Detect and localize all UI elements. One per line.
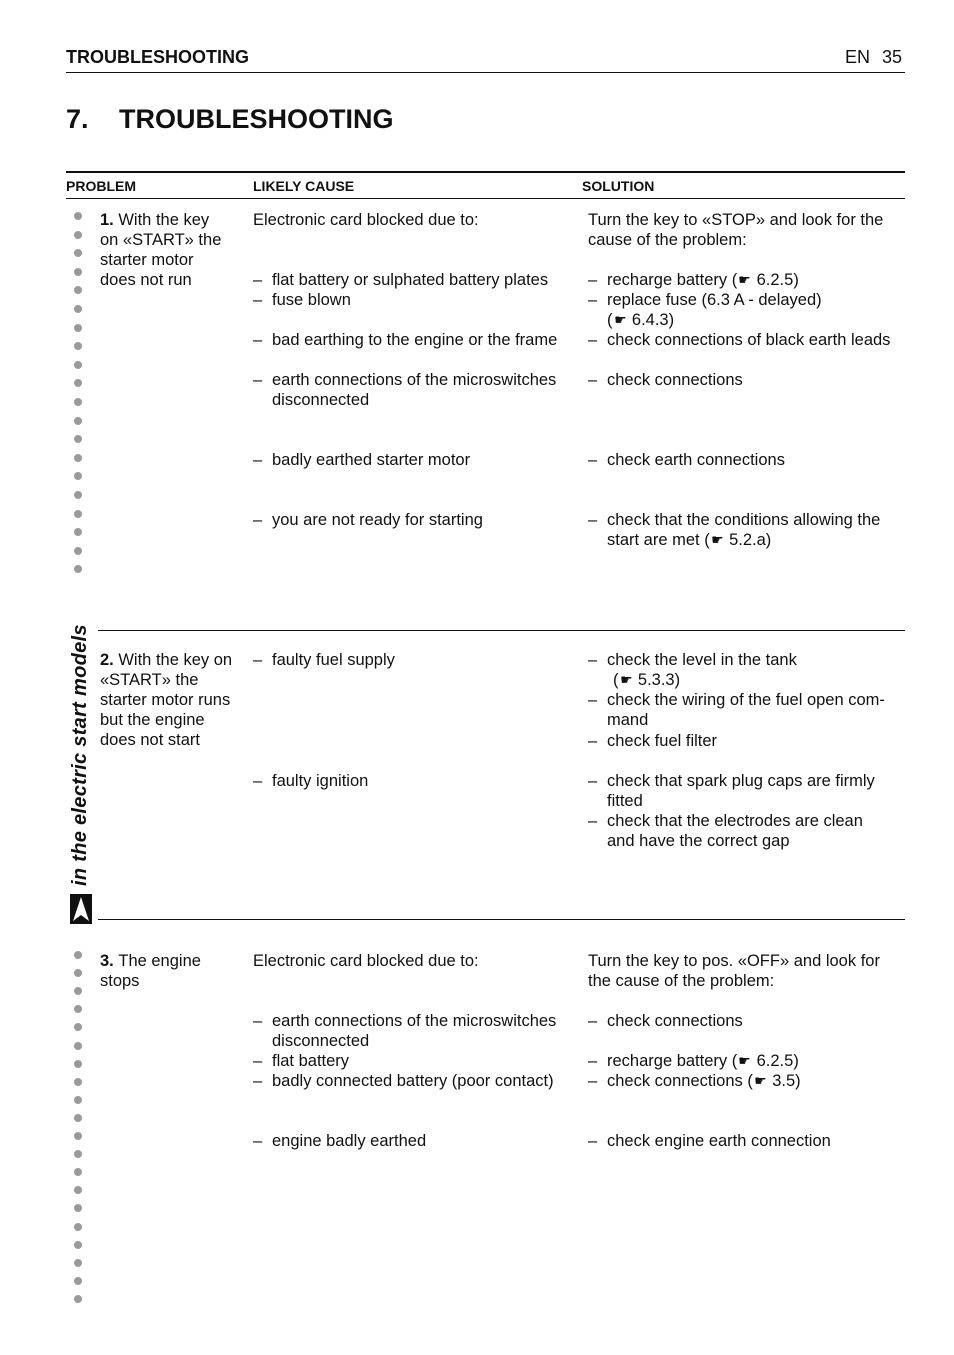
solution-item: – recharge battery (☛ 6.2.5) [588, 271, 799, 289]
column-header-rule [66, 198, 905, 199]
dot-marker [74, 1023, 82, 1031]
solution-item: – check the wiring of the fuel open com- mand [588, 691, 885, 729]
dot-marker [74, 305, 82, 313]
solution-item: – recharge battery (☛ 6.2.5) [588, 1052, 799, 1070]
dot-marker [74, 987, 82, 995]
arrow-up-icon [70, 894, 92, 924]
table-top-rule [66, 171, 905, 173]
dot-marker [74, 379, 82, 387]
dot-marker [74, 1277, 82, 1285]
dot-marker [74, 951, 82, 959]
problem-1: 1. With the key on «START» the starter motor does not run [100, 211, 222, 289]
column-header-problem: PROBLEM [66, 178, 136, 194]
cause-item: – flat battery [253, 1052, 350, 1070]
dot-marker [74, 417, 82, 425]
dot-marker [74, 969, 82, 977]
cause-item: – flat battery or sulphated battery plates [253, 271, 549, 289]
solution-item: – check that the electrodes are clean and have the correct gap [588, 812, 863, 850]
cause-item: – earth connections of the microswitches disconnected [253, 371, 557, 409]
pointing-hand-icon: ☛ [738, 1053, 751, 1069]
solution-item: – check that the conditions allowing the start are met (☛ 5.2.a) [588, 511, 881, 549]
dot-marker [74, 212, 82, 220]
section-rule-2 [98, 919, 905, 920]
pointing-hand-icon: ☛ [753, 1073, 767, 1089]
dot-marker [74, 1114, 82, 1122]
pointing-hand-icon: ☛ [619, 672, 633, 688]
dot-marker [74, 472, 82, 480]
chapter-number: 7. [66, 104, 89, 134]
cause-item: – bad earthing to the engine or the frame [253, 331, 558, 349]
dot-marker [74, 1005, 82, 1013]
dot-marker [74, 1223, 82, 1231]
running-header: TROUBLESHOOTING [66, 47, 249, 67]
cause-item: – faulty fuel supply [253, 651, 395, 669]
dot-marker [74, 510, 82, 518]
solution-item: – check connections (☛ 3.5) [588, 1072, 801, 1090]
cause-item: – badly connected battery (poor contact) [253, 1072, 554, 1090]
dot-marker [74, 268, 82, 276]
dot-marker [74, 1060, 82, 1068]
dot-marker [74, 342, 82, 350]
pointing-hand-icon: ☛ [710, 532, 724, 548]
solution-item: – check fuel filter [588, 732, 718, 750]
dot-marker [74, 1168, 82, 1176]
problem-number: 2. [100, 651, 114, 669]
cause-item: – earth connections of the microswitches disconnected [253, 1012, 557, 1050]
dot-marker [74, 1204, 82, 1212]
pointing-hand-icon: ☛ [613, 312, 627, 328]
dot-marker [74, 1186, 82, 1194]
pointing-hand-icon: ☛ [738, 272, 751, 288]
dot-marker [74, 1132, 82, 1140]
dot-marker [74, 547, 82, 555]
dot-marker [74, 435, 82, 443]
header-rule [66, 72, 905, 73]
solution-item: – check engine earth connection [588, 1132, 831, 1150]
dot-marker [74, 1241, 82, 1249]
solution-intro: Turn the key to pos. «OFF» and look for the cause of the problem: [588, 952, 880, 990]
page-title: TROUBLESHOOTING [119, 104, 394, 134]
solution-item: – replace fuse (6.3 A - delayed) (☛ 6.4.3) [588, 291, 822, 329]
cause-item: – fuse blown [253, 291, 351, 309]
dot-marker [74, 565, 82, 573]
solution-item: – check connections [588, 371, 743, 389]
cause-item: – faulty ignition [253, 772, 369, 790]
solution-item: – check earth connections [588, 451, 785, 469]
cause-intro: Electronic card blocked due to: [253, 952, 479, 970]
solution-item: – check connections of black earth leads [588, 331, 891, 349]
cause-item: – engine badly earthed [253, 1132, 427, 1150]
cause-intro: Electronic card blocked due to: [253, 211, 479, 229]
problem-number: 1. [100, 211, 114, 229]
dot-marker [74, 1259, 82, 1267]
dot-marker [74, 528, 82, 536]
language-code: EN [845, 47, 871, 67]
column-header-cause: LIKELY CAUSE [253, 178, 355, 194]
dot-marker [74, 491, 82, 499]
dot-marker [74, 1150, 82, 1158]
cause-item: – you are not ready for starting [253, 511, 483, 529]
problem-number: 3. [100, 952, 114, 970]
dot-marker [74, 1096, 82, 1104]
problem-3: 3. The engine stops [100, 952, 201, 990]
dot-marker [74, 398, 82, 406]
dot-marker [74, 1295, 82, 1303]
sidebar-label: in the electric start models [69, 624, 91, 886]
dot-marker [74, 231, 82, 239]
solution-item: – check connections [588, 1012, 743, 1030]
solution-item: – check the level in the tank (☛ 5.3.3) [588, 651, 797, 689]
dot-marker [74, 1078, 82, 1086]
dot-marker [74, 1042, 82, 1050]
dot-marker [74, 454, 82, 462]
cause-item: – badly earthed starter motor [253, 451, 471, 469]
dot-marker [74, 286, 82, 294]
solution-intro: Turn the key to «STOP» and look for the cause of the problem: [588, 211, 884, 249]
dot-marker [74, 249, 82, 257]
dot-marker [74, 361, 82, 369]
solution-item: – check that spark plug caps are firmly fitted [588, 772, 875, 810]
page-number: 35 [882, 47, 903, 67]
problem-2: 2. With the key on «START» the starter motor runs but the engine does not start [100, 651, 233, 749]
column-header-solution: SOLUTION [582, 178, 655, 194]
dot-marker [74, 324, 82, 332]
section-rule-1 [98, 630, 905, 631]
